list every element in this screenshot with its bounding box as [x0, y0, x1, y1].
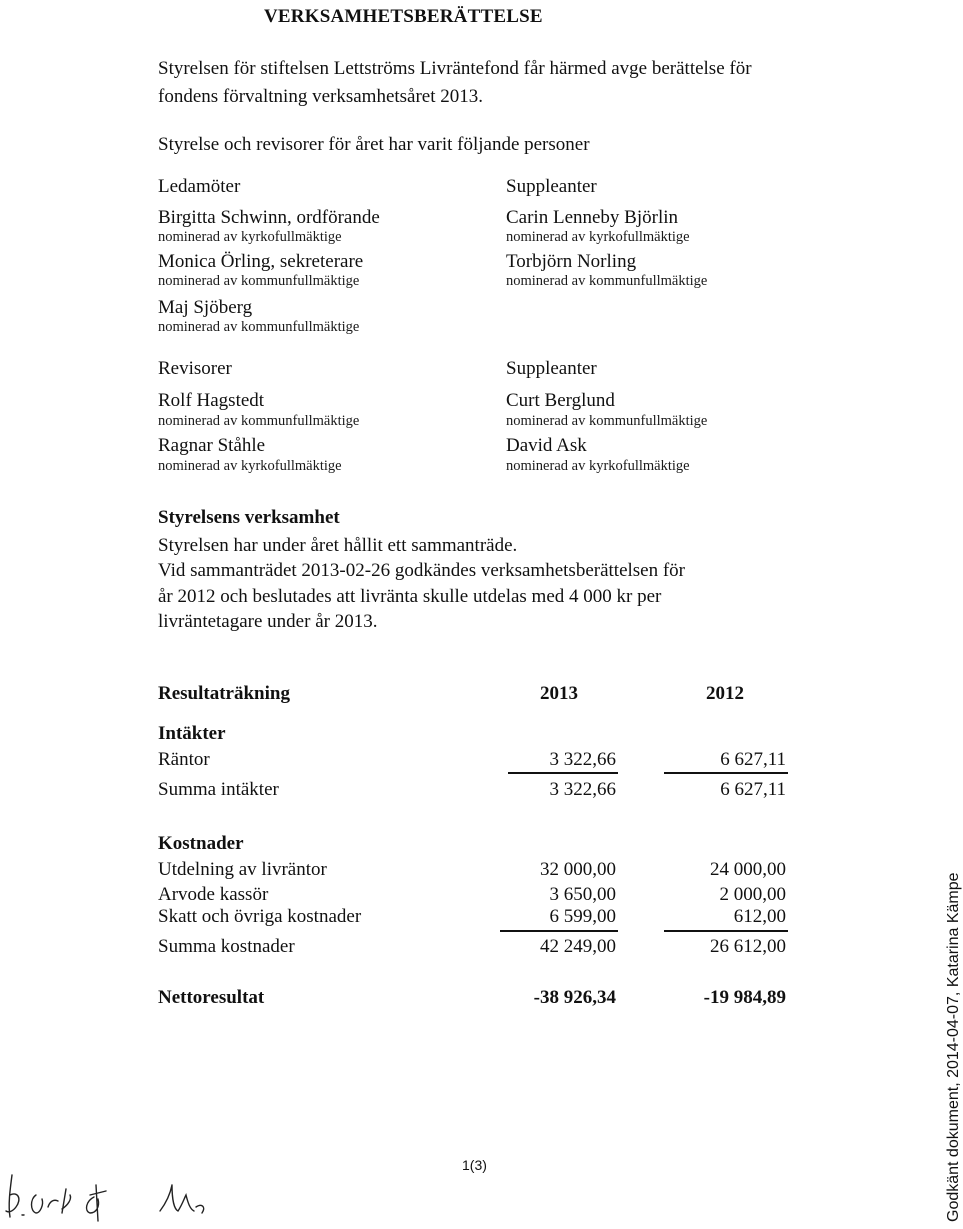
board-member-nomination: nominerad av kyrkofullmäktige: [158, 229, 342, 245]
initial-stroke: [160, 1185, 204, 1213]
income-row-2012: 6 627,11: [720, 749, 786, 770]
costs-underline-2013: [500, 930, 618, 932]
cost-row-2013: 32 000,00: [540, 859, 616, 880]
cost-row-label: Skatt och övriga kostnader: [158, 906, 362, 927]
income-total-2012: 6 627,11: [720, 779, 786, 800]
cost-row-2012: 24 000,00: [710, 859, 786, 880]
income-statement-heading: Resultaträkning: [158, 683, 290, 704]
auditor-deputy-nomination: nominerad av kyrkofullmäktige: [506, 458, 690, 474]
costs-total-2012: 26 612,00: [710, 936, 786, 957]
certification-stamp: Godkänt dokument, 2014-04-07, Katarina Kämpe: [945, 872, 962, 1222]
income-heading: Intäkter: [158, 723, 226, 744]
activity-line: Vid sammanträdet 2013-02-26 godkändes verksamhetsberättelsen för: [158, 560, 686, 581]
intro-line-1: Styrelsen för stiftelsen Lettströms Livräntefond får härmed avge berättelse för: [158, 58, 752, 79]
initial-stroke: [62, 1189, 71, 1213]
net-result-2013: -38 926,34: [533, 987, 616, 1008]
income-underline-2012: [664, 772, 788, 774]
income-underline-2013: [508, 772, 618, 774]
cost-row-label: Utdelning av livräntor: [158, 859, 327, 880]
auditor-deputy-name: Curt Berglund: [506, 390, 615, 411]
board-member-name: Monica Örling, sekreterare: [158, 251, 364, 272]
auditor-name: Ragnar Ståhle: [158, 435, 266, 456]
initial-stroke: [48, 1200, 58, 1207]
initial-stroke: [87, 1185, 106, 1221]
auditor-name: Rolf Hagstedt: [158, 390, 265, 411]
auditors-heading: Revisorer: [158, 358, 232, 379]
board-member-name: Maj Sjöberg: [158, 297, 253, 318]
costs-total-label: Summa kostnader: [158, 936, 295, 957]
activity-line: år 2012 och beslutades att livränta skulle utdelas med 4 000 kr per: [158, 586, 662, 607]
income-total-label: Summa intäkter: [158, 779, 279, 800]
board-deputy-nomination: nominerad av kyrkofullmäktige: [506, 229, 690, 245]
cost-row-2013: 6 599,00: [549, 906, 616, 927]
initial-stroke: [6, 1175, 19, 1217]
costs-heading: Kostnader: [158, 833, 244, 854]
costs-underline-2012: [664, 930, 788, 932]
cost-row-label: Arvode kassör: [158, 884, 269, 905]
activity-line: livräntetagare under år 2013.: [158, 611, 378, 632]
board-deputy-name: Torbjörn Norling: [506, 251, 637, 272]
auditor-deputy-name: David Ask: [506, 435, 587, 456]
activity-heading: Styrelsens verksamhet: [158, 507, 340, 528]
page-number: 1(3): [462, 1157, 487, 1173]
document-title: VERKSAMHETSBERÄTTELSE: [264, 6, 543, 27]
income-total-2013: 3 322,66: [549, 779, 616, 800]
cost-row-2012: 612,00: [733, 906, 786, 927]
costs-total-2013: 42 249,00: [540, 936, 616, 957]
net-result-label: Nettoresultat: [158, 987, 265, 1008]
board-member-nomination: nominerad av kommunfullmäktige: [158, 273, 360, 289]
initial-stroke: [32, 1195, 43, 1213]
board-member-name: Birgitta Schwinn, ordförande: [158, 207, 380, 228]
auditor-deputies-heading: Suppleanter: [506, 358, 597, 379]
column-header-2013: 2013: [540, 683, 578, 704]
auditor-nomination: nominerad av kyrkofullmäktige: [158, 458, 342, 474]
cost-row-2013: 3 650,00: [549, 884, 616, 905]
board-deputy-nomination: nominerad av kommunfullmäktige: [506, 273, 708, 289]
board-member-nomination: nominerad av kommunfullmäktige: [158, 319, 360, 335]
auditor-nomination: nominerad av kommunfullmäktige: [158, 413, 360, 429]
cost-row-2012: 2 000,00: [719, 884, 786, 905]
board-members-heading: Ledamöter: [158, 176, 241, 197]
board-deputy-name: Carin Lenneby Björlin: [506, 207, 679, 228]
column-header-2012: 2012: [706, 683, 744, 704]
persons-heading: Styrelse och revisorer för året har varit följande personer: [158, 134, 590, 155]
net-result-2012: -19 984,89: [703, 987, 786, 1008]
intro-line-2: fondens förvaltning verksamhetsåret 2013.: [158, 86, 484, 107]
auditor-deputy-nomination: nominerad av kommunfullmäktige: [506, 413, 708, 429]
income-row-2013: 3 322,66: [549, 749, 616, 770]
board-deputies-heading: Suppleanter: [506, 176, 597, 197]
handwritten-initials: [0, 1155, 240, 1229]
income-row-label: Räntor: [158, 749, 210, 770]
activity-line: Styrelsen har under året hållit ett sammanträde.: [158, 535, 518, 556]
